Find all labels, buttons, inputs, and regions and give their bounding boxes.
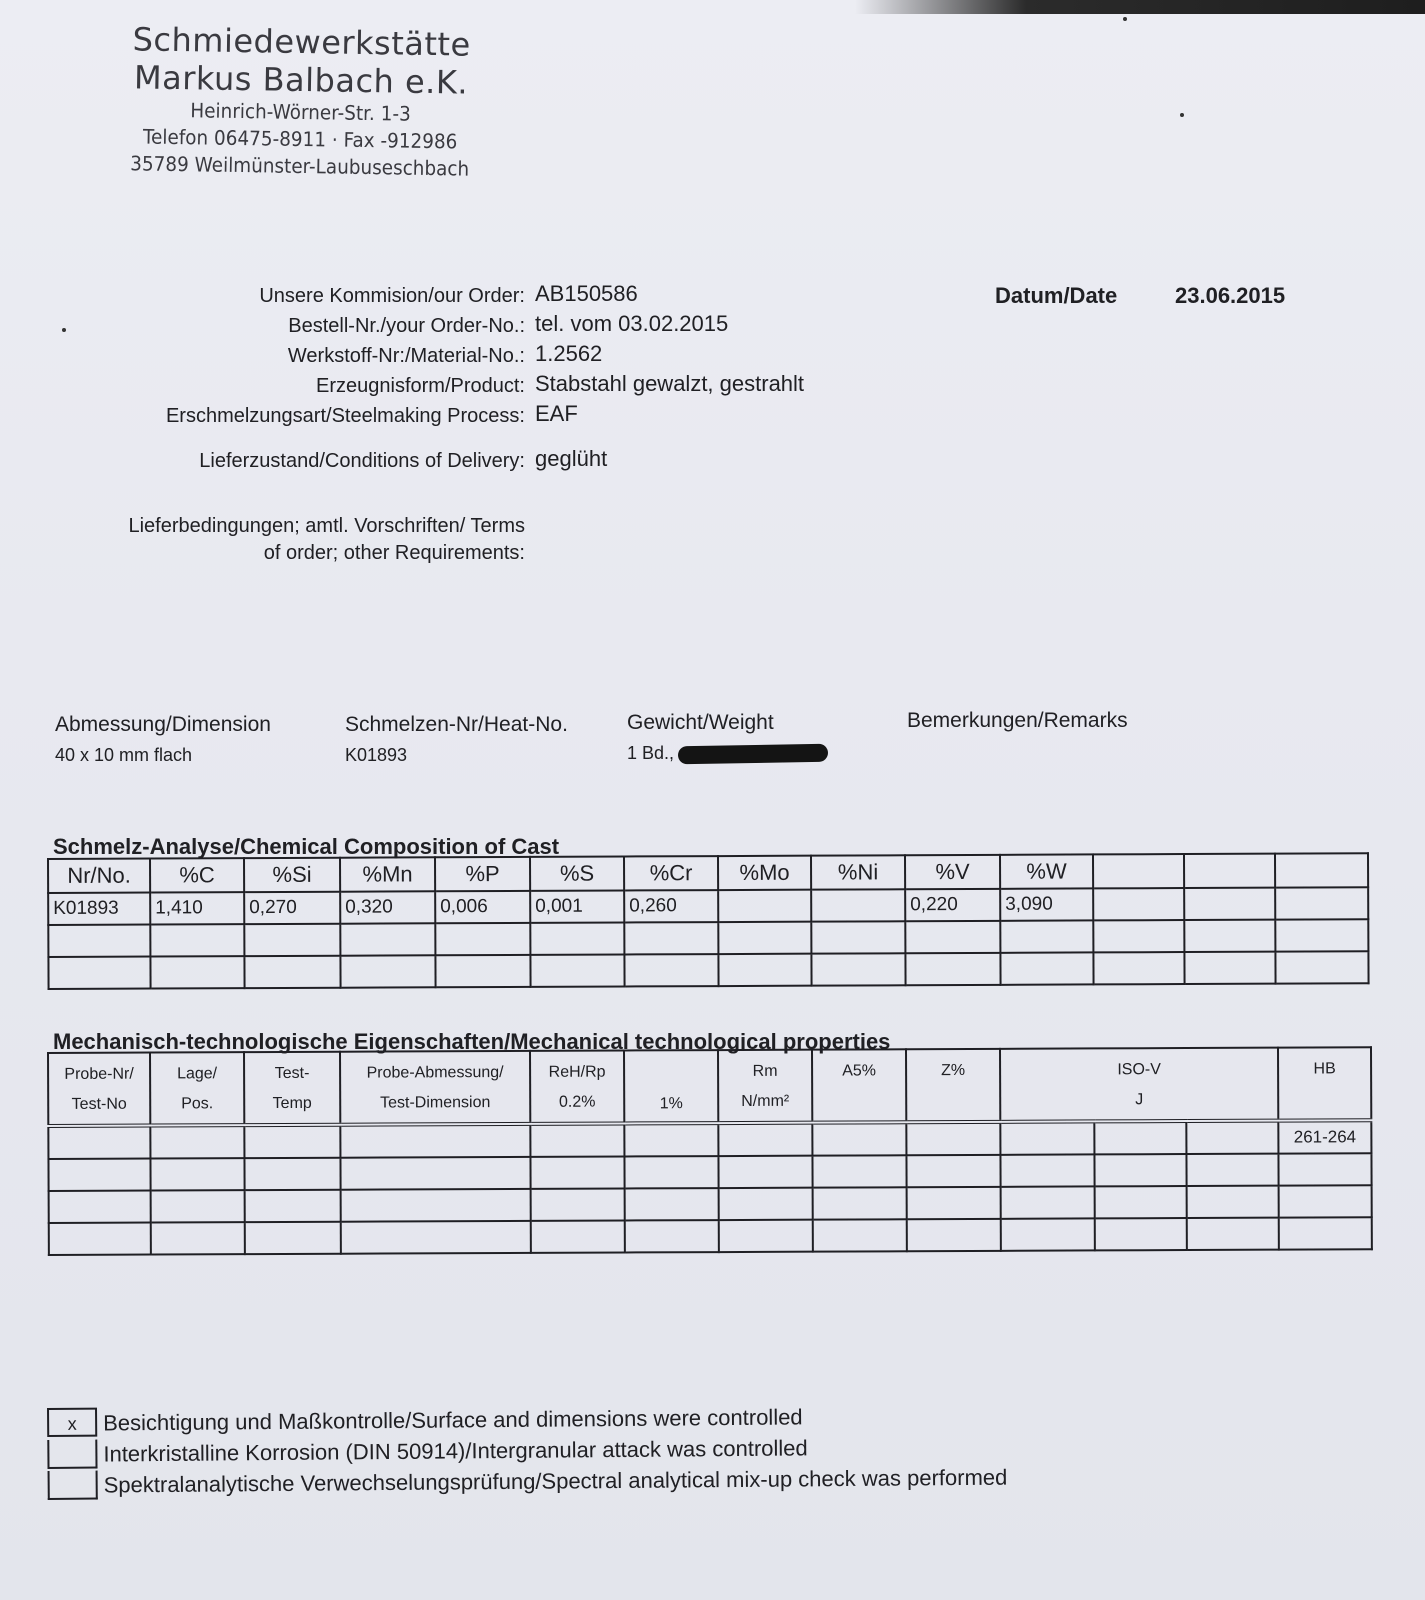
mechanical-cell bbox=[907, 1187, 1001, 1219]
chemical-cell: K01893 bbox=[48, 893, 150, 925]
header-rm: Rm N/mm² bbox=[718, 1050, 812, 1123]
chemical-cell bbox=[435, 955, 530, 987]
chemical-cell bbox=[718, 890, 811, 922]
company-name-line2: Markus Balbach e.K. bbox=[133, 58, 469, 102]
chemical-cell bbox=[340, 955, 435, 987]
order-value: AB150586 bbox=[535, 281, 638, 306]
weight-field bbox=[627, 743, 828, 764]
check-corrosion-text: Interkristalline Korrosion (DIN 50914)/Intergranular attack was controlled bbox=[103, 1434, 808, 1467]
dimension-value: 40 x 10 mm flach bbox=[55, 745, 193, 765]
mechanical-cell bbox=[151, 1222, 245, 1254]
mechanical-cell bbox=[1001, 1218, 1095, 1250]
chemical-cell bbox=[48, 957, 150, 989]
chemical-header-cell: %Mo bbox=[718, 856, 811, 890]
mechanical-cell bbox=[1000, 1154, 1094, 1186]
chemical-cell bbox=[244, 924, 340, 956]
chemical-cell bbox=[905, 953, 1000, 985]
check-surface-box[interactable]: x bbox=[47, 1408, 97, 1437]
chemical-cell bbox=[718, 922, 811, 954]
mechanical-cell bbox=[1000, 1121, 1094, 1154]
chemical-row bbox=[48, 951, 1368, 989]
remarks-label: Bemerkungen/Remarks bbox=[907, 709, 1128, 732]
mechanical-cell bbox=[1095, 1218, 1187, 1250]
product-value: Stabstahl gewalzt, gestrahlt bbox=[535, 371, 805, 396]
chemical-header-cell: %Cr bbox=[624, 856, 718, 890]
chemical-header-cell bbox=[1093, 854, 1184, 888]
steelmaking-value: EAF bbox=[535, 401, 578, 426]
chemical-header-cell: Nr/No. bbox=[48, 859, 150, 893]
mechanical-cell bbox=[812, 1122, 906, 1155]
chemical-cell bbox=[1184, 888, 1275, 920]
company-city: 35789 Weilmünster-Laubuseschbach bbox=[130, 151, 470, 181]
chemical-header-cell bbox=[1275, 853, 1368, 887]
chemical-cell bbox=[624, 922, 718, 954]
mechanical-cell bbox=[340, 1157, 530, 1190]
header-one-percent: 1% bbox=[624, 1050, 718, 1123]
chemical-cell bbox=[811, 921, 905, 953]
chemical-cell bbox=[150, 956, 244, 988]
chemical-cell bbox=[1000, 952, 1093, 984]
company-phone: Telefon 06475-8911 · Fax -912986 bbox=[142, 124, 458, 154]
mechanical-cell bbox=[625, 1188, 719, 1220]
mechanical-cell bbox=[150, 1158, 244, 1190]
heat-label: Schmelzen-Nr/Heat-No. bbox=[345, 713, 568, 736]
chemical-cell bbox=[340, 923, 435, 955]
mechanical-cell bbox=[48, 1159, 150, 1191]
header-hb: HB bbox=[1278, 1047, 1371, 1120]
chemical-header-row bbox=[48, 853, 1368, 893]
mechanical-cell bbox=[1095, 1186, 1187, 1218]
mechanical-cell bbox=[1186, 1121, 1278, 1154]
mechanical-cell bbox=[812, 1155, 906, 1187]
chemical-header-cell: %C bbox=[150, 858, 244, 892]
weight-label: Gewicht/Weight bbox=[627, 711, 774, 734]
mechanical-cell bbox=[341, 1189, 531, 1222]
company-name-line1: Schmiedewerkstätte bbox=[132, 20, 472, 64]
chemical-header-cell: %Si bbox=[244, 858, 340, 892]
chemical-cell bbox=[1184, 920, 1275, 952]
terms-line1: Lieferbedingungen; amtl. Vorschriften/ Terms bbox=[128, 515, 525, 537]
chemical-cell bbox=[1275, 887, 1368, 919]
mechanical-cell bbox=[340, 1124, 530, 1158]
mechanical-cell bbox=[906, 1122, 1000, 1155]
chemical-cell bbox=[718, 954, 811, 986]
chemical-cell bbox=[244, 956, 340, 988]
chemical-cell: 0,320 bbox=[340, 891, 435, 923]
header-a5: A5% bbox=[812, 1049, 906, 1122]
mechanical-cell bbox=[1279, 1185, 1372, 1217]
order-label: Unsere Kommision/our Order: bbox=[259, 285, 525, 307]
mechanical-cell bbox=[150, 1125, 244, 1158]
mechanical-cell bbox=[624, 1156, 718, 1188]
chemical-cell: 0,270 bbox=[244, 892, 340, 924]
chemical-cell bbox=[435, 923, 530, 955]
mechanical-cell bbox=[1001, 1186, 1095, 1218]
chemical-cell bbox=[530, 922, 624, 954]
material-label: Werkstoff-Nr:/Material-No.: bbox=[287, 345, 525, 367]
chemical-header-cell: %W bbox=[1000, 854, 1093, 888]
mechanical-cell bbox=[1187, 1186, 1279, 1218]
terms-line2: of order; other Requirements: bbox=[263, 542, 525, 564]
mechanical-cell bbox=[530, 1123, 624, 1156]
mechanical-cell bbox=[1094, 1121, 1186, 1154]
mechanical-section-title: Mechanisch-technologische Eigenschaften/Mechanical technological properties bbox=[53, 1029, 891, 1054]
header-z: Z% bbox=[906, 1049, 1000, 1122]
chemical-cell bbox=[1093, 888, 1184, 920]
delivery-condition-label: Lieferzustand/Conditions of Delivery: bbox=[199, 450, 525, 472]
header-reh: ReH/Rp 0.2% bbox=[530, 1050, 624, 1123]
chemical-cell bbox=[1275, 951, 1368, 983]
chemical-cell bbox=[48, 925, 150, 957]
check-spectral-box[interactable] bbox=[48, 1471, 98, 1500]
mechanical-cell bbox=[48, 1126, 150, 1159]
header-lage: Lage/ Pos. bbox=[150, 1052, 244, 1125]
chemical-cell: 0,001 bbox=[530, 890, 624, 922]
mechanical-cell bbox=[151, 1190, 245, 1222]
customer-order-value: tel. vom 03.02.2015 bbox=[535, 311, 729, 336]
mechanical-cell bbox=[245, 1190, 341, 1222]
chemical-header-cell: %S bbox=[530, 856, 624, 890]
mechanical-cell bbox=[719, 1220, 813, 1252]
chemical-header-cell: %Ni bbox=[811, 855, 905, 889]
chemical-cell bbox=[811, 889, 905, 921]
redaction-mark bbox=[678, 744, 828, 765]
dimension-label: Abmessung/Dimension bbox=[55, 713, 271, 736]
chemical-cell bbox=[811, 953, 905, 985]
check-surface-text: Besichtigung und Maßkontrolle/Surface and dimensions were controlled bbox=[103, 1403, 803, 1436]
mechanical-cell bbox=[1187, 1218, 1279, 1250]
mechanical-cell bbox=[813, 1219, 907, 1251]
weight-value: 1 Bd., bbox=[627, 743, 675, 763]
mechanical-cell bbox=[244, 1158, 340, 1190]
chemical-cell: 0,260 bbox=[624, 890, 718, 922]
chemical-cell: 1,410 bbox=[150, 892, 244, 924]
chemical-cell bbox=[530, 954, 624, 986]
chemical-section-title: Schmelz-Analyse/Chemical Composition of Cast bbox=[53, 834, 560, 859]
mechanical-cell bbox=[1186, 1154, 1278, 1186]
mechanical-cell bbox=[718, 1156, 812, 1188]
paper-speck bbox=[1180, 113, 1184, 117]
header-probe: Probe-Nr/ Test-No bbox=[48, 1053, 150, 1126]
mechanical-cell bbox=[625, 1220, 719, 1252]
paper-speck bbox=[62, 328, 66, 332]
paper-speck bbox=[1123, 17, 1127, 21]
heat-value: K01893 bbox=[345, 745, 408, 765]
check-corrosion-box[interactable] bbox=[47, 1440, 97, 1469]
inspection-checklist bbox=[47, 1400, 1007, 1501]
mechanical-cell bbox=[907, 1219, 1001, 1251]
mechanical-cell bbox=[719, 1188, 813, 1220]
chemical-header-cell: %V bbox=[905, 855, 1000, 889]
mechanical-cell bbox=[49, 1223, 151, 1255]
mechanical-cell bbox=[718, 1123, 812, 1156]
mechanical-cell bbox=[1279, 1217, 1372, 1249]
terms-label bbox=[60, 513, 525, 567]
header-iso-v: ISO-V J bbox=[1000, 1048, 1278, 1122]
delivery-condition-value: geglüht bbox=[535, 446, 608, 471]
steelmaking-label: Erschmelzungsart/Steelmaking Process: bbox=[165, 405, 525, 427]
chemical-header-cell: %P bbox=[435, 857, 530, 891]
customer-order-label: Bestell-Nr./your Order-No.: bbox=[288, 315, 525, 337]
mechanical-cell bbox=[49, 1191, 151, 1223]
product-label: Erzeugnisform/Product: bbox=[316, 375, 525, 397]
chemical-cell bbox=[905, 921, 1000, 953]
mechanical-cell bbox=[341, 1221, 531, 1254]
date-value: 23.06.2015 bbox=[1175, 283, 1286, 308]
mechanical-cell bbox=[531, 1220, 625, 1252]
mechanical-cell bbox=[906, 1155, 1000, 1187]
mechanical-cell bbox=[1278, 1153, 1371, 1185]
chemical-cell bbox=[1000, 920, 1093, 952]
chemical-header-cell bbox=[1184, 854, 1275, 888]
mechanical-row bbox=[49, 1217, 1372, 1255]
company-street: Heinrich-Wörner-Str. 1-3 bbox=[190, 98, 411, 126]
chemical-header-cell: %Mn bbox=[340, 857, 435, 891]
mechanical-cell bbox=[245, 1222, 341, 1254]
date-label: Datum/Date bbox=[995, 283, 1118, 308]
chemical-cell bbox=[1184, 952, 1275, 984]
mechanical-header-row bbox=[48, 1047, 1371, 1126]
company-letterhead bbox=[110, 20, 492, 183]
chemical-cell: 3,090 bbox=[1000, 888, 1093, 920]
mechanical-cell bbox=[1094, 1154, 1186, 1186]
mechanical-cell bbox=[530, 1156, 624, 1188]
chemical-cell: 0,006 bbox=[435, 891, 530, 923]
chemical-composition-table bbox=[47, 852, 1370, 990]
mechanical-cell bbox=[531, 1188, 625, 1220]
mechanical-cell: 261-264 bbox=[1278, 1120, 1371, 1153]
header-test-dimension: Probe-Abmessung/ Test-Dimension bbox=[340, 1051, 530, 1125]
chemical-cell bbox=[1275, 919, 1368, 951]
photo-edge-shadow bbox=[0, 0, 1425, 14]
mechanical-cell bbox=[813, 1187, 907, 1219]
header-test-temp: Test- Temp bbox=[244, 1052, 340, 1125]
mechanical-cell bbox=[624, 1123, 718, 1156]
chemical-cell bbox=[150, 924, 244, 956]
mechanical-cell bbox=[244, 1125, 340, 1158]
chemical-cell bbox=[1093, 952, 1184, 984]
chemical-cell bbox=[1093, 920, 1184, 952]
check-spectral-text: Spektralanalytische Verwechselungsprüfung/Spectral analytical mix-up check was performed bbox=[103, 1464, 1008, 1498]
chemical-cell: 0,220 bbox=[905, 889, 1000, 921]
mechanical-properties-table bbox=[47, 1046, 1373, 1256]
chemical-cell bbox=[624, 954, 718, 986]
material-value: 1.2562 bbox=[535, 341, 603, 366]
